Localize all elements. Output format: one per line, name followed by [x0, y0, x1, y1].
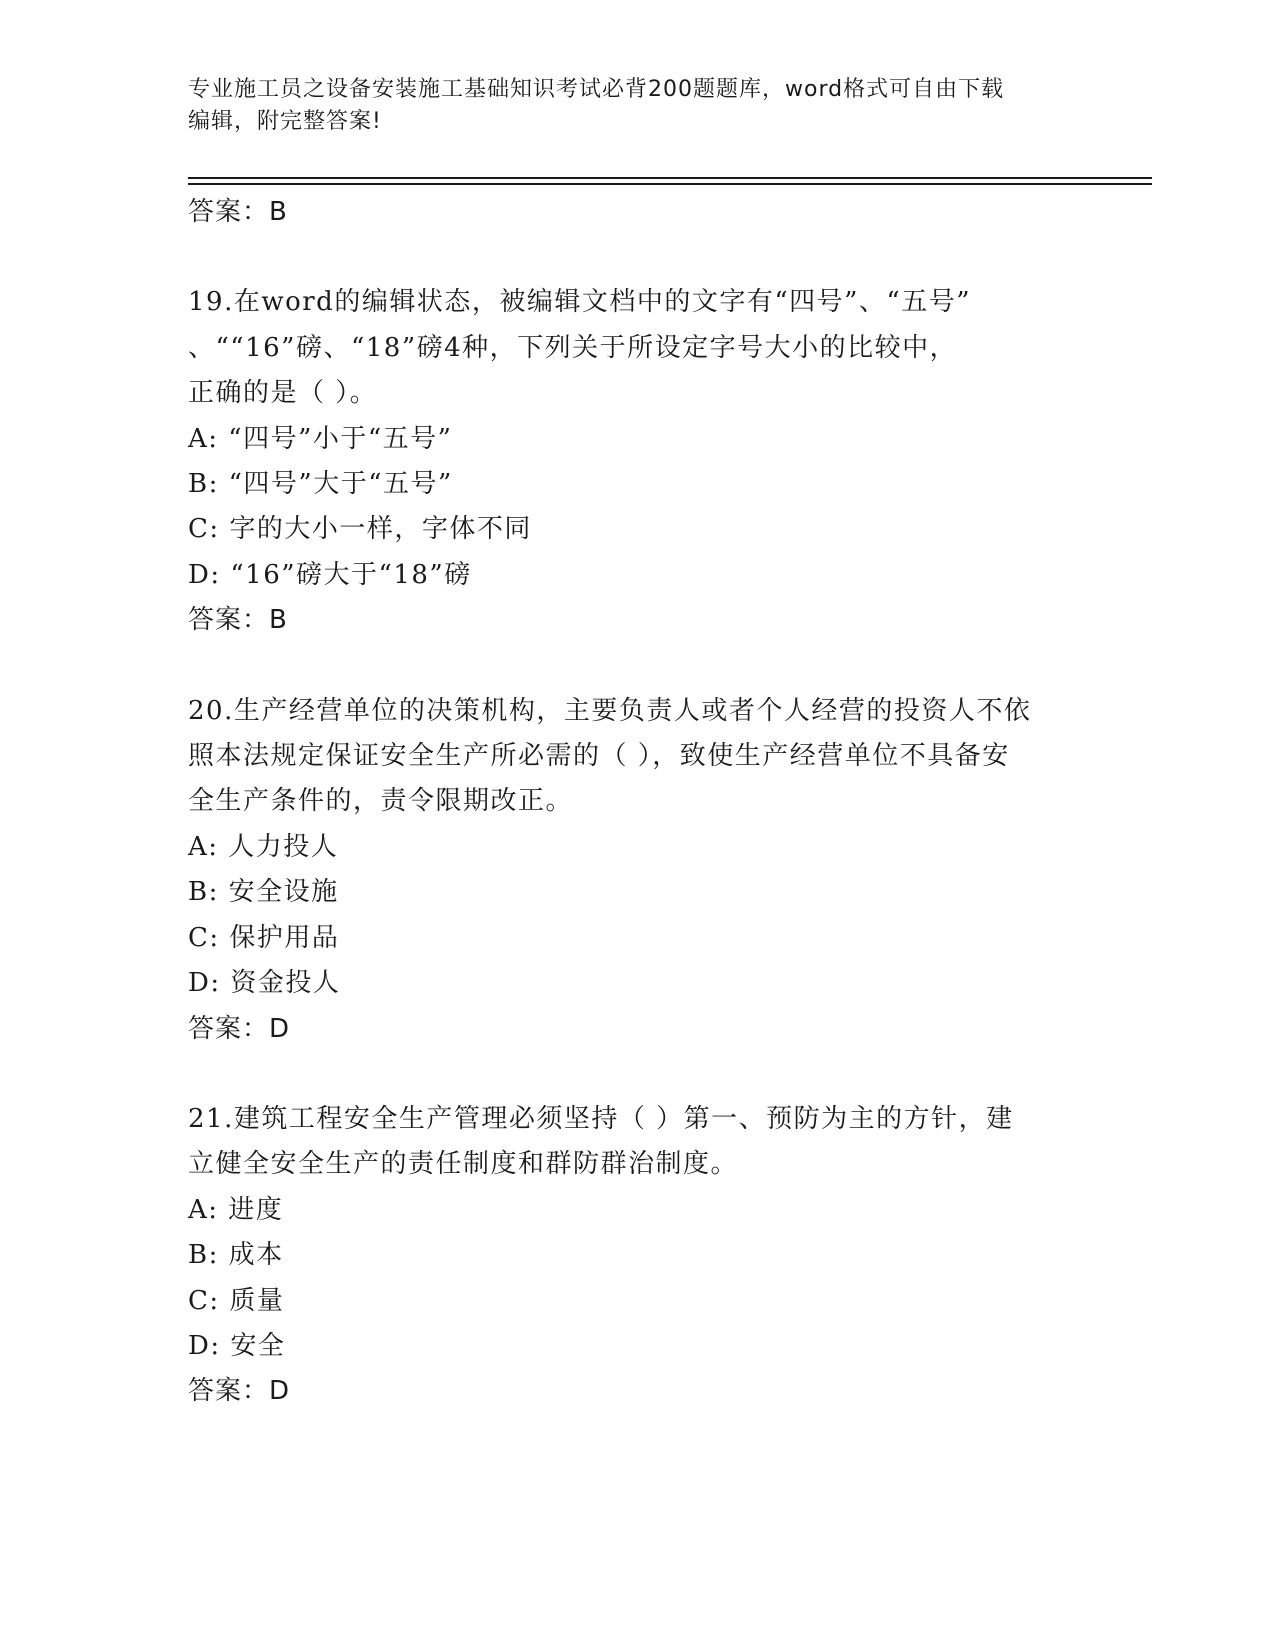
header-line: 编辑，附完整答案! [188, 109, 382, 134]
option-c: C: 质量 [188, 1285, 285, 1316]
question-text-line: 立健全安全生产的责任制度和群防群治制度。 [188, 1149, 739, 1180]
question-text-line: 照本法规定保证安全生产所必需的（ ），致使生产经营单位不具备安 [188, 741, 1010, 772]
question-text-line: 、““16”磅、“18”磅4种，下列关于所设定字号大小的比较中， [188, 332, 958, 363]
question-list [188, 190, 1088, 1415]
option-a: A: 人力投人 [188, 831, 339, 862]
option-b: B: 安全设施 [188, 877, 339, 908]
header-line: 专业施工员之设备安装施工基础知识考试必背200题题库，word格式可自由下载 [188, 77, 1005, 102]
option-c: C: 字的大小一样，字体不同 [188, 514, 532, 545]
question-21 [188, 1097, 1088, 1415]
header-divider-top [188, 177, 1152, 179]
option-d: D: 资金投人 [188, 968, 341, 999]
answer-line: 答案：D [188, 1013, 291, 1044]
question-text-line: 正确的是（ ）。 [188, 378, 378, 409]
option-a: A: 进度 [188, 1194, 284, 1225]
option-c: C: 保护用品 [188, 922, 340, 953]
option-b: B: 成本 [188, 1240, 284, 1271]
option-d: D: 安全 [188, 1330, 286, 1361]
question-20 [188, 689, 1088, 1052]
question-text-line: 21.建筑工程安全生产管理必须坚持（ ）第一、预防为主的方针，建 [188, 1103, 1014, 1134]
answer-line: 答案：B [188, 197, 288, 227]
question-text-line: 全生产条件的，责令限期改正。 [188, 786, 574, 817]
question-text-line: 20.生产经营单位的决策机构，主要负责人或者个人经营的投资人不依 [188, 695, 1032, 726]
option-d: D: “16”磅大于“18”磅 [188, 559, 472, 590]
document-header [188, 74, 1068, 138]
question-19 [188, 280, 1088, 643]
answer-line: 答案：B [188, 605, 288, 636]
header-divider-bottom [188, 183, 1152, 185]
option-a: A: “四号”小于“五号” [188, 423, 453, 454]
answer-line: 答案：D [188, 1376, 291, 1407]
question-text-line: 19.在word的编辑状态，被编辑文档中的文字有“四号”、“五号” [188, 287, 971, 318]
option-b: B: “四号”大于“五号” [188, 469, 453, 500]
